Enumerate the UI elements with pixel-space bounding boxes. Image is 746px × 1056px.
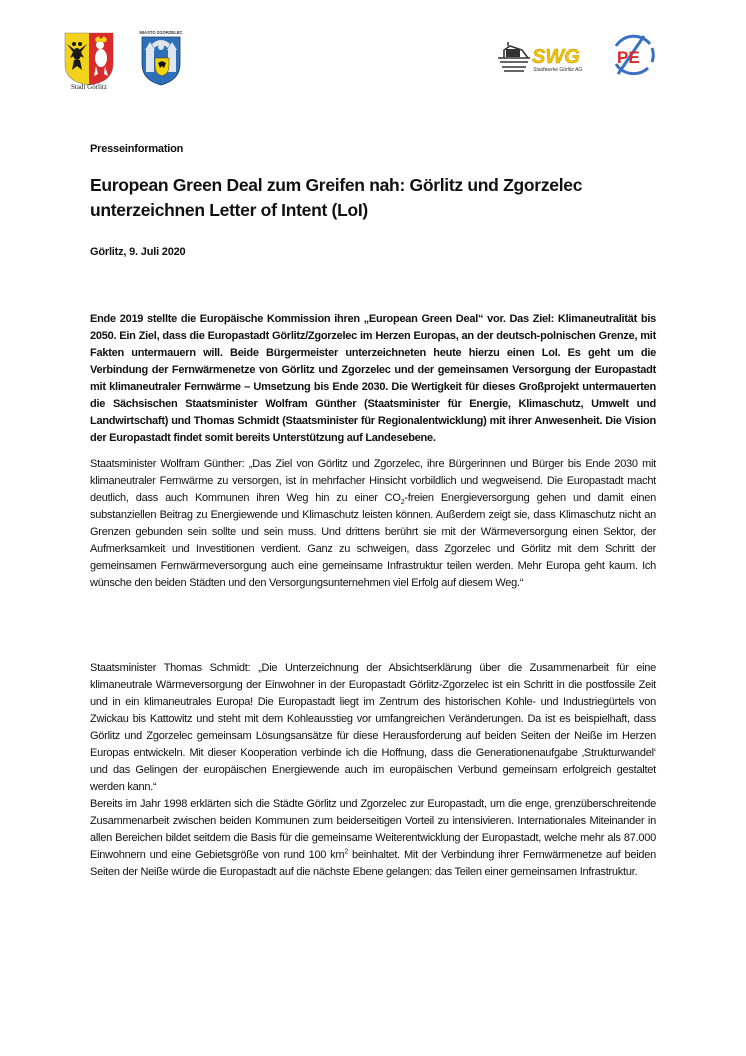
co2-subscript: 2 [400, 499, 405, 507]
zgorzelec-coat-of-arms-logo [138, 28, 184, 86]
swg-wordmark: SWG [532, 46, 580, 68]
lead-paragraph: Ende 2019 stellte die Europäische Kommission ihren „European Green Deal“ vor. Das Ziel: Klimaneutralität bis 2050. Ein Ziel, dass die Europastadt Görlitz/Zgorzelec im Herzen Europas, an der deutsch-polnischen Grenze, mit Fakten untermauern will. Beide Bürgermeister unterzeichneten heute hierzu einen LoI. Es geht um die Verbindung der Fernwärmenetze von Görlitz und Zgorzelec und der gemeinsamen Versorgung der Europastadt mit klimaneutraler Fernwärme – Umsetzung bis Ende 2030. Die Wertigkeit für dieses Großprojekt untermauerten die Sächsischen Staatsminister Wolfram Günther (Staatsminister für Energie, Klimaschutz, Umwelt und Landwirtschaft) und Thomas Schmidt (Staatsminister für Regionalentwicklung) mit ihrer Anwesenheit. Die Vision der Europastadt findet somit bereits Unterstützung auf Landesebene. [90, 313, 656, 444]
background-text-1: Bereits im Jahr 1998 erklärten sich die Städte Görlitz und Zgorzelec zur Europastadt, um die enge, grenzüberschreitende Zusammenarbeit zwischen beiden Kommunen zum beiderseitigen Vorteil zu intensivieren. Internationales Miteinander in allen Bereichen bildet seitdem die Basis für die gemeinsame Weiterentwicklung der Europastadt, welche mehr als 87.000 Einwohnern und eine Gebietsgröße von rund 100 km [90, 798, 656, 861]
svg-text:PE: PE [617, 48, 640, 67]
quote-guenther-text-2: -freien Energieversorgung gehen und damit einen substanziellen Beitrag zu Energiewende und Klimaschutz leisten können. Außerdem zeigt sie, dass Klimaschutz nicht an Grenzen gebunden sein sollte und sein muss. Und drittens berührt sie mit der Wärmeversorgung einen Sektor, der Aufmerksamkeit und Investitionen verdient. Ganz zu schweigen, dass Zgorzelec und Görlitz mit dem Schritt der gemeinsamen Fernwärmeversorgung auch eine gemeinsame Infrastruktur teilen werden. Mehr Europa geht kaum. Ich wünsche den beiden Städten und den Versorgungsunternehmen viel Erfolg auf diesem Weg.“ [90, 492, 656, 589]
svg-text:MIASTO ZGORZELEC: MIASTO ZGORZELEC [139, 30, 183, 35]
document-headline: European Green Deal zum Greifen nah: Görlitz und Zgorzelec unterzeichnen Letter of Intent (LoI) [90, 175, 583, 220]
document-dateline: Görlitz, 9. Juli 2020 [90, 246, 186, 258]
svg-text:Stadtwerke Görlitz AG: Stadtwerke Görlitz AG [533, 67, 583, 73]
goerlitz-logo-label: Stadt Görlitz [71, 83, 107, 91]
quote-paragraph-guenther [90, 456, 656, 592]
quote-guenther-text-1: Staatsminister Wolfram Günther: „Das Ziel von Görlitz und Zgorzelec, ihre Bürgerinnen und Bürger bis Ende 2030 mit klimaneutraler Fernwärme zu versorgen, ist in mehrfacher Hinsicht vorbildlich und wegweisend. Die Europastadt macht deutlich, dass auch Kommunen ihren Weg hin zu einer CO [90, 458, 656, 504]
km2-superscript: 2 [344, 848, 348, 856]
document-kicker: Presseinformation [90, 143, 184, 155]
pe-zgorzelec-logo [608, 30, 658, 80]
swg-stadtwerke-logo [494, 38, 590, 76]
quote-paragraph-schmidt: Staatsminister Thomas Schmidt: „Die Unterzeichnung der Absichtserklärung über die Zusammenarbeit für eine klimaneutrale Wärmeversorgung der Einwohner in der Europastadt Görlitz-Zgorzelec ist ein Schritt in die postfossile Zeit und in ein klimaneutrales Europa! Die Europastadt liegt im Zentrum des historischen Kohle- und Industriegürtels von Zwickau bis Kattowitz und steht mit dem Kohleausstieg vor umfangreichen Veränderungen. Da ist es beispielhaft, dass Görlitz und Zgorzelec gemeinsam Lösungsansätze für diese Herausforderung auf beiden Seiten der Neiße im Herzen Europas entwickeln. Mit dieser Kooperation verbinde ich die Hoffnung, dass die Generationenaufgabe ‚Strukturwandel‘ und das Gelingen der europäischen Energiewende auch im europäischen Verbund gemeinsam erfolgreich gestaltet werden kann.“ [90, 662, 656, 793]
background-text-2: beinhaltet. Mit der Verbindung ihrer Fernwärmenetze auf beiden Seiten der Neiße würde die Europastadt auf die nächste Ebene gelangen: das Teilen einer gemeinsamen Infrastruktur. [90, 849, 656, 878]
background-paragraph [90, 796, 656, 881]
